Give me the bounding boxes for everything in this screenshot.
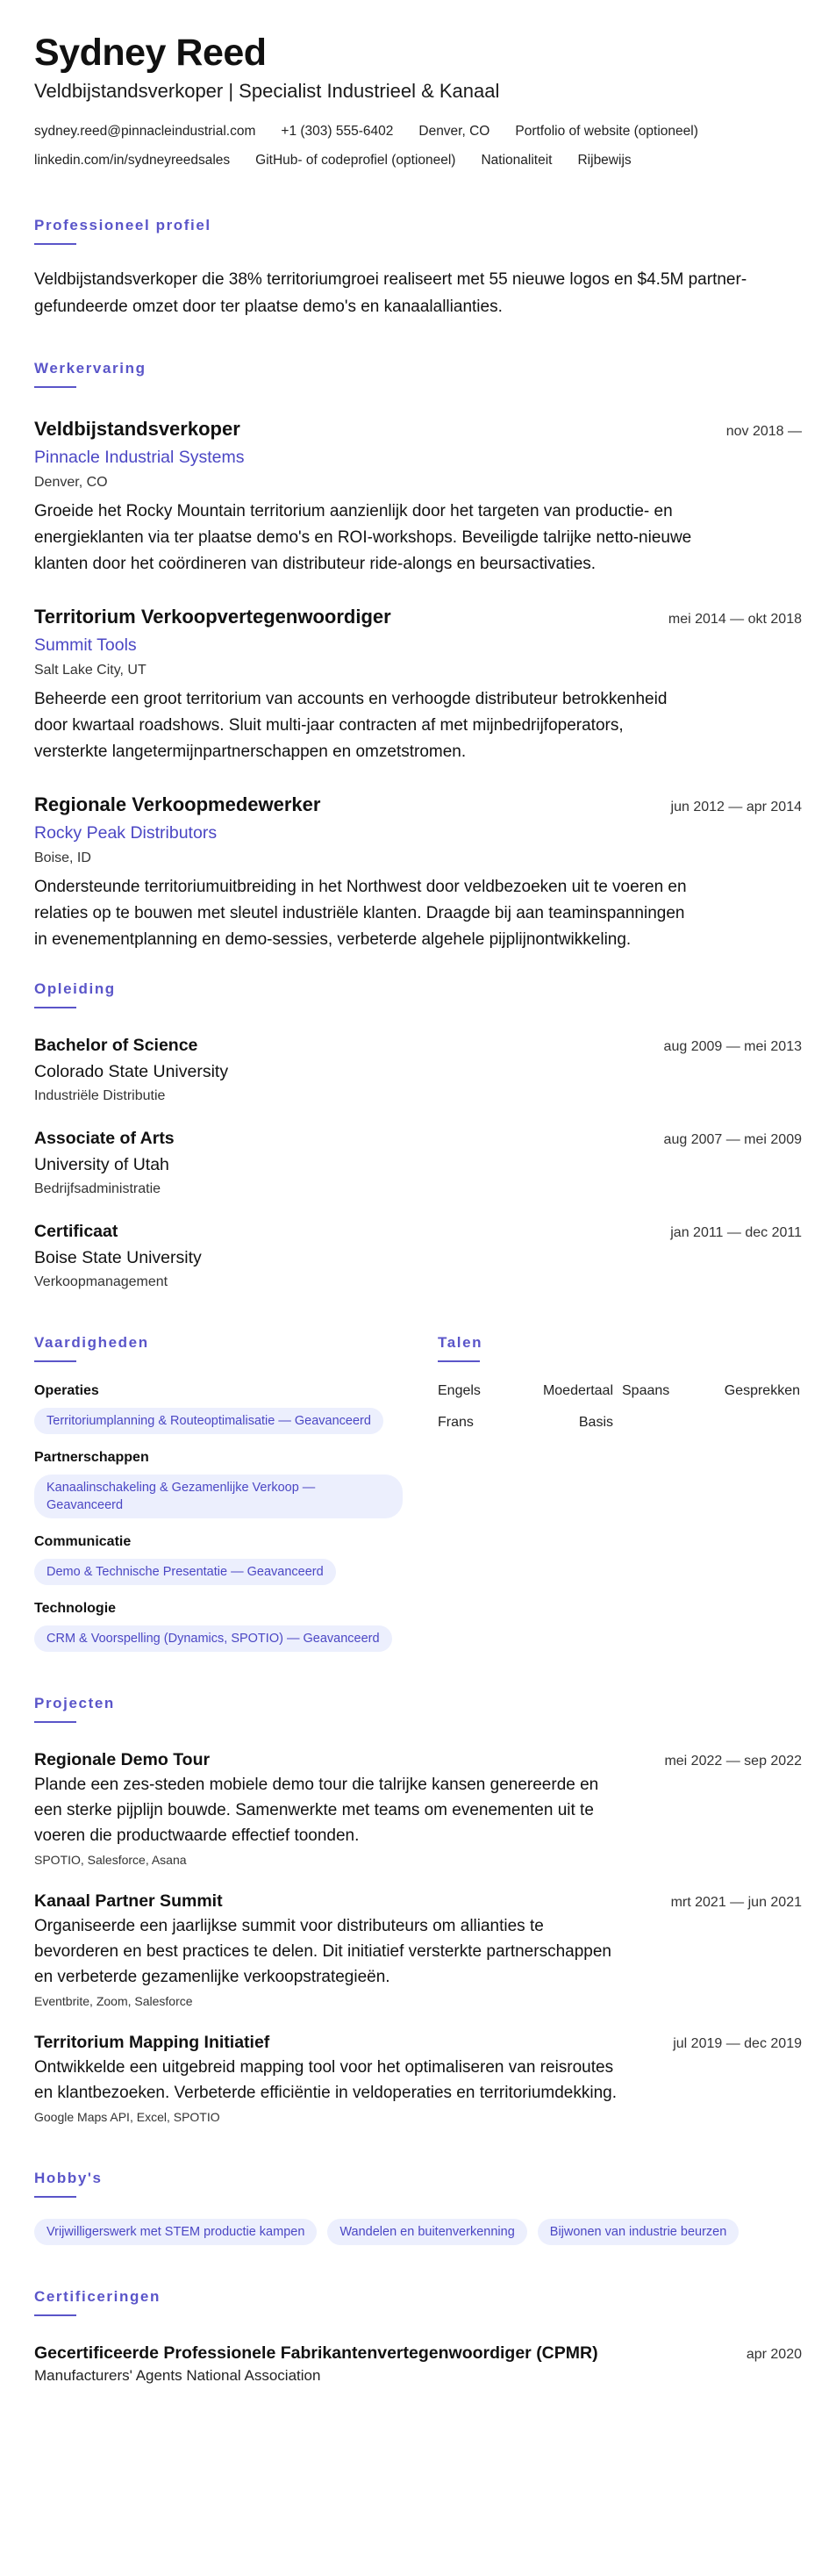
skill-category: Partnerschappen <box>34 1450 149 1465</box>
language-level: Moedertaal <box>542 1383 613 1398</box>
project-title: Regionale Demo Tour <box>34 1750 211 1769</box>
education-field: Industriële Distributie <box>34 1088 166 1103</box>
certificates-section <box>34 2287 802 2386</box>
skill-category: Technologie <box>34 1601 117 1616</box>
skill-group <box>34 1532 403 1585</box>
education-item <box>34 1033 802 1107</box>
hobbies-list <box>34 2219 802 2245</box>
education-item <box>34 1126 802 1200</box>
languages-list <box>438 1381 800 1432</box>
experience-item <box>34 792 802 953</box>
education-degree: Certificaat <box>34 1222 118 1241</box>
skills-languages-section <box>34 1333 802 1666</box>
skill-pill: CRM & Voorspelling (Dynamics, SPOTIO) — Geavanceerd <box>34 1625 392 1652</box>
job-title: Regionale Verkoopmedewerker <box>34 793 321 815</box>
project-item <box>34 2030 802 2127</box>
job-location: Salt Lake City, UT <box>34 663 146 678</box>
section-title-hobbies: Hobby's <box>34 2170 103 2186</box>
hobbies-section <box>34 2169 802 2245</box>
job-date: nov 2018 — <box>725 424 802 439</box>
job-title: Territorium Verkoopvertegenwoordiger <box>34 606 391 628</box>
project-tools: Google Maps API, Excel, SPOTIO <box>34 2110 220 2124</box>
certificate-item <box>34 2341 802 2386</box>
skills-column <box>34 1333 403 1666</box>
hobby-pill: Vrijwilligerswerk met STEM productie kampen <box>34 2219 317 2245</box>
education-date: jan 2011 — dec 2011 <box>670 1225 802 1240</box>
section-divider <box>34 1007 76 1008</box>
project-item <box>34 1889 802 2011</box>
section-title-languages: Talen <box>438 1334 483 1351</box>
job-company: Pinnacle Industrial Systems <box>34 448 245 467</box>
project-title: Territorium Mapping Initiatief <box>34 2033 270 2052</box>
job-title: Veldbijstandsverkoper <box>34 418 240 440</box>
skill-group <box>34 1381 403 1434</box>
job-date: jun 2012 — apr 2014 <box>670 800 802 814</box>
experience-list <box>34 416 802 953</box>
section-divider <box>34 386 76 388</box>
education-date: aug 2007 — mei 2009 <box>663 1132 802 1147</box>
candidate-name: Sydney Reed <box>34 32 267 74</box>
contact-linkedin[interactable]: linkedin.com/in/sydneyreedsales <box>34 153 231 168</box>
certificate-title: Gecertificeerde Professionele Fabrikantenvertegenwoordiger (CPMR) <box>34 2343 598 2363</box>
projects-list <box>34 1747 802 2127</box>
project-title: Kanaal Partner Summit <box>34 1891 223 1911</box>
education-school: Boise State University <box>34 1248 202 1267</box>
education-item <box>34 1219 802 1293</box>
experience-item <box>34 604 802 765</box>
skill-pill: Demo & Technische Presentatie — Geavanceerd <box>34 1559 336 1585</box>
project-item <box>34 1747 802 1869</box>
education-school: Colorado State University <box>34 1062 229 1081</box>
contact-location: Denver, CO <box>418 124 490 139</box>
section-divider <box>438 1360 480 1362</box>
job-description: Groeide het Rocky Mountain territorium aanzienlijk door het targeten van productie- en energieklanten via ter plaatse demo's en ROI-workshops. Beveiligde talrijke netto-nieuwe klanten door het coördineren van distributeur ride-alongs en beursactivaties. <box>34 502 692 573</box>
contact-phone[interactable]: +1 (303) 555-6402 <box>281 124 394 139</box>
profile-summary: Veldbijstandsverkoper die 38% territoriumgroei realiseert met 55 nieuwe logos en $4.5M partner-gefundeerde omzet door ter plaatse demo's en kanaalallianties. <box>34 270 747 316</box>
job-description: Ondersteunde territoriumuitbreiding in het Northwest door veldbezoeken uit te voeren en relaties op te bouwen met sleutel industriële klanten. Draagde bij aan teaminspanningen in evenementplanning en demo-sessies, verbeterde algehele pijplijnontwikkeling. <box>34 878 687 949</box>
resume-header <box>34 30 802 170</box>
hobby-pill: Wandelen en buitenverkenning <box>327 2219 526 2245</box>
section-divider <box>34 1360 76 1362</box>
skill-pill: Kanaalinschakeling & Gezamenlijke Verkoop — Geavanceerd <box>34 1475 403 1518</box>
section-divider <box>34 2196 76 2198</box>
project-date: mrt 2021 — jun 2021 <box>670 1895 802 1910</box>
skill-group <box>34 1448 403 1518</box>
experience-item <box>34 416 802 578</box>
certificate-issuer: Manufacturers' Agents National Association <box>34 2367 321 2384</box>
education-list <box>34 1033 802 1293</box>
section-title-experience: Werkervaring <box>34 360 146 377</box>
project-description: Ontwikkelde een uitgebreid mapping tool voor het optimaliseren van reisroutes en klantbezoeken. Verbeterde efficiëntie in veldoperaties en territoriumdekking. <box>34 2058 617 2102</box>
job-description: Beheerde een groot territorium van accounts en verhoogde distributeur betrokkenheid door kwartaal roadshows. Sluit multi-jaar contracten af met mijnbedrijfoperators, versterkte langetermijnpartnerschappen en omzetstromen. <box>34 690 668 761</box>
skill-category: Operaties <box>34 1383 99 1398</box>
contact-email[interactable]: sydney.reed@pinnacleindustrial.com <box>34 124 256 139</box>
section-divider <box>34 1721 76 1723</box>
skill-pill: Territoriumplanning & Routeoptimalisatie — Geavanceerd <box>34 1408 383 1434</box>
section-divider <box>34 243 76 245</box>
education-date: aug 2009 — mei 2013 <box>663 1039 802 1054</box>
skill-group <box>34 1599 403 1652</box>
contact-portfolio[interactable]: Portfolio of website (optioneel) <box>515 124 698 139</box>
skill-category: Communicatie <box>34 1534 132 1549</box>
education-degree: Associate of Arts <box>34 1129 175 1148</box>
profile-section <box>34 216 802 320</box>
job-location: Boise, ID <box>34 850 91 865</box>
education-school: University of Utah <box>34 1155 169 1174</box>
project-tools: SPOTIO, Salesforce, Asana <box>34 1853 187 1867</box>
education-degree: Bachelor of Science <box>34 1036 198 1055</box>
language-level: Basis <box>578 1415 613 1430</box>
job-company: Summit Tools <box>34 635 137 655</box>
project-date: mei 2022 — sep 2022 <box>664 1754 802 1769</box>
section-title-education: Opleiding <box>34 980 116 997</box>
education-section <box>34 979 802 1293</box>
job-company: Rocky Peak Distributors <box>34 823 218 843</box>
project-tools: Eventbrite, Zoom, Salesforce <box>34 1994 193 2008</box>
hobby-pill: Bijwonen van industrie beurzen <box>538 2219 740 2245</box>
contact-nationality: Nationaliteit <box>481 153 553 168</box>
language-name: Engels <box>438 1383 481 1398</box>
contact-drivers-license: Rijbewijs <box>577 153 632 168</box>
contact-list <box>34 121 802 170</box>
job-date: mei 2014 — okt 2018 <box>668 612 802 627</box>
section-title-certificates: Certificeringen <box>34 2288 161 2305</box>
education-field: Bedrijfsadministratie <box>34 1181 161 1196</box>
job-location: Denver, CO <box>34 475 108 490</box>
language-name: Spaans <box>622 1383 670 1398</box>
section-title-skills: Vaardigheden <box>34 1334 149 1351</box>
section-title-projects: Projecten <box>34 1695 115 1711</box>
section-title-profile: Professioneel profiel <box>34 217 211 233</box>
experience-section <box>34 359 802 953</box>
project-description: Organiseerde een jaarlijkse summit voor distributeurs om allianties te bevorderen en best practices te delen. Dit initiatief versterkte partnerschappen en verbeterde gezamenlijke verkoopstrategieën. <box>34 1917 611 1986</box>
certificates-list <box>34 2341 802 2386</box>
skills-list <box>34 1381 403 1652</box>
languages-column <box>438 1333 800 1666</box>
project-description: Plande een zes-steden mobiele demo tour die talrijke kansen genereerde en een sterke pijplijn bouwde. Samenwerkte met teams om evenementen uit te voeren die productwaarde effectief toonden. <box>34 1776 599 1845</box>
contact-github[interactable]: GitHub- of codeprofiel (optioneel) <box>255 153 456 168</box>
section-divider <box>34 2314 76 2316</box>
language-level: Gesprekken <box>724 1383 800 1398</box>
language-name: Frans <box>438 1415 474 1430</box>
education-field: Verkoopmanagement <box>34 1274 168 1289</box>
projects-section <box>34 1694 802 2127</box>
project-date: jul 2019 — dec 2019 <box>673 2036 802 2051</box>
candidate-headline: Veldbijstandsverkoper | Specialist Industrieel & Kanaal <box>34 80 500 102</box>
certificate-date: apr 2020 <box>746 2347 802 2362</box>
